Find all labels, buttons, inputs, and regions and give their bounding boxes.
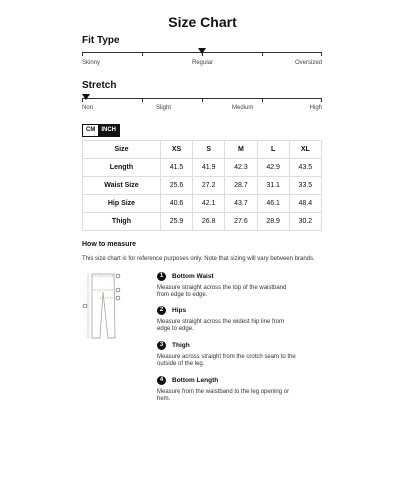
table-cell: 41.9 [193,159,225,177]
stretch-option-high: High [309,105,322,111]
step-number: 3 [157,341,166,350]
row-label: Waist Size [83,177,161,195]
step-title: Bottom Waist [172,273,214,280]
row-label: Hip Size [83,195,161,213]
table-cell: 26.8 [193,213,225,231]
step-number: 1 [157,272,166,281]
table-cell: 31.1 [257,177,289,195]
table-cell: 43.7 [225,195,257,213]
table-cell: 48.4 [289,195,321,213]
size-table [82,140,322,231]
reference-note: This size chart is for reference purposes only. Note that sizing will vary between brands. [82,256,315,262]
stretch-option-non: Non [82,105,94,111]
table-header: XL [289,141,321,159]
step-number: 2 [157,306,166,315]
table-cell: 30.2 [289,213,321,231]
step-title: Thigh [172,342,190,349]
table-cell: 46.1 [257,195,289,213]
fit-option-skinny: Skinny [82,60,101,66]
fit-option-oversized: Oversized [294,60,322,66]
row-label: Thigh [83,213,161,231]
stretch-label: Stretch [82,80,117,91]
table-cell: 28.9 [257,213,289,231]
step-title: Bottom Length [172,377,219,384]
table-header: M [225,141,257,159]
table-row [83,177,322,195]
unit-toggle [82,124,120,137]
table-header: XS [160,141,192,159]
fit-type-marker [198,48,206,54]
unit-cm-button[interactable]: CM [86,127,96,133]
table-cell: 27.2 [193,177,225,195]
page-title: Size Chart [168,14,237,30]
step-number: 4 [157,376,166,385]
table-header: Size [83,141,161,159]
how-to-measure-title: How to measure [82,241,137,248]
table-row [83,159,322,177]
table-header: L [257,141,289,159]
step-description: Measure from the waistband to the leg opening or hem. [157,389,290,402]
table-cell: 27.6 [225,213,257,231]
table-cell: 42.9 [257,159,289,177]
stretch-scale [82,95,322,105]
step-description: Measure across straight from the crotch seam to the outside of the leg. [157,354,296,367]
table-header-row [83,141,322,159]
table-cell: 42.1 [193,195,225,213]
table-cell: 25.9 [160,213,192,231]
table-cell: 28.7 [225,177,257,195]
table-header: S [193,141,225,159]
table-cell: 41.5 [160,159,192,177]
fit-type-scale [82,49,322,59]
table-cell: 25.6 [160,177,192,195]
stretch-option-slight: Slight [156,105,172,111]
unit-inch-button[interactable]: INCH [98,125,119,136]
row-label: Length [83,159,161,177]
table-cell: 43.5 [289,159,321,177]
fit-option-regular: Regular [192,60,214,66]
step-title: Hips [172,307,187,314]
table-row [83,195,322,213]
step-description: Measure straight across the top of the waistband from edge to edge. [157,285,287,298]
step-description: Measure straight across the widest hip line from edge to edge. [157,319,285,332]
pants-diagram-icon [82,268,152,348]
table-row [83,213,322,231]
fit-type-label: Fit Type [82,35,120,46]
table-cell: 40.6 [160,195,192,213]
stretch-marker [82,94,90,100]
table-cell: 33.5 [289,177,321,195]
table-cell: 42.3 [225,159,257,177]
stretch-option-medium: Medium [232,105,254,111]
